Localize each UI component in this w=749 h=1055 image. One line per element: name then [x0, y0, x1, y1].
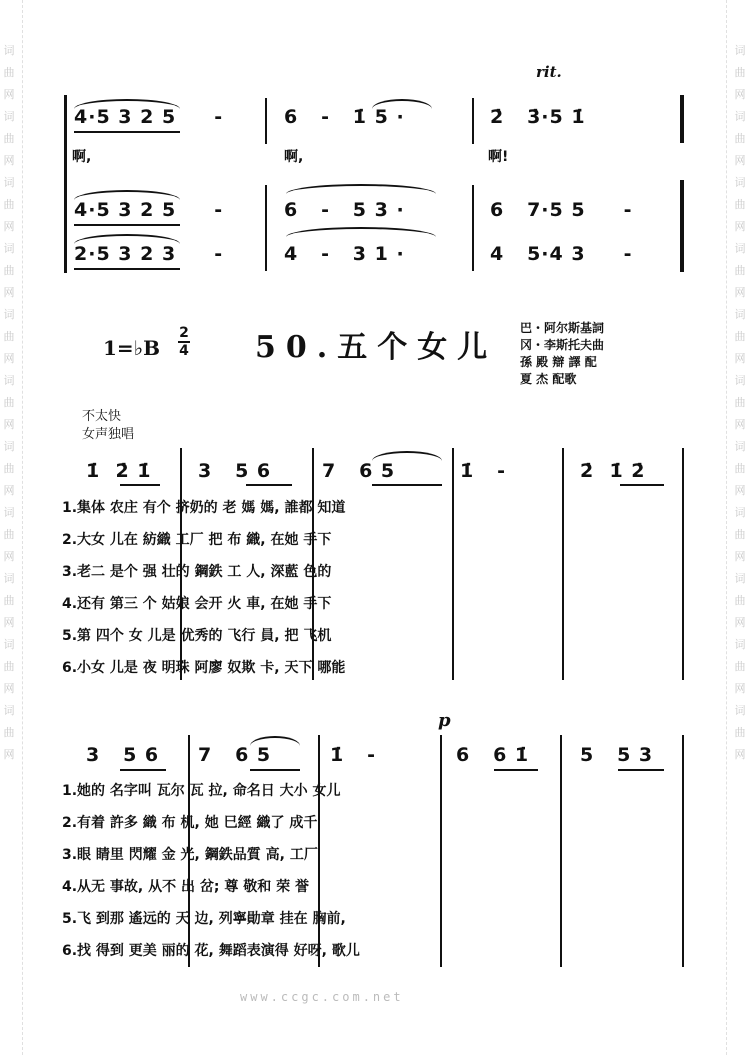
slur: [74, 234, 180, 244]
credit-composer: 冈・李斯托夫曲: [520, 338, 605, 352]
r1-verse-4: 4.还有 第三 个 姑娘 会开 火 車, 在她 手下: [62, 596, 332, 612]
meter-numerator: 2: [179, 325, 189, 341]
underline-beam: [618, 769, 664, 771]
r2-verse-2: 2.有着 許多 織 布 机, 她 巳經 織了 成千: [62, 815, 318, 831]
slur: [372, 99, 432, 109]
r2-measure-2: 7 6 5: [198, 744, 272, 766]
credit-translator: 孫 殿 辯 譯 配: [520, 355, 597, 369]
key-signature: 1=♭B: [103, 336, 161, 360]
underline-beam: [74, 224, 180, 226]
slur: [74, 190, 180, 200]
final-barline: [680, 95, 684, 143]
song-title: 50.五个女儿: [255, 330, 498, 365]
barline: [265, 98, 267, 144]
slur: [372, 451, 442, 461]
r1-measure-1: 1̇ 2̇ 1̇: [86, 460, 152, 482]
v2-measure-3: 6 7·5 5 -: [490, 199, 633, 221]
barline: [318, 735, 320, 967]
barline: [682, 735, 684, 967]
barline: [452, 448, 454, 680]
slur: [286, 227, 436, 237]
v3-measure-1: 2·5 3 2 3 -: [74, 243, 224, 265]
underline-beam: [372, 484, 442, 486]
meter-denominator: 4: [179, 343, 189, 359]
r2-verse-1: 1.她的 名字叫 瓦尔 瓦 拉, 命名日 大小 女儿: [62, 783, 341, 799]
underline-beam: [74, 268, 180, 270]
credit-lyricist: 巴・阿尔斯基詞: [520, 321, 605, 335]
credit-arranger: 夏 杰 配歌: [520, 372, 577, 386]
r2-verse-5: 5.飞 到那 遙远的 天 边, 列寧勛章 挂在 胸前,: [62, 911, 346, 927]
side-watermark-left: 词曲网词曲网词曲网词曲网词曲网词曲网词曲网词曲网词曲网词曲网词曲网: [3, 44, 15, 761]
v3-measure-3: 4 5·4 3 -: [490, 243, 633, 265]
system-brace: [64, 95, 67, 273]
footer-watermark: www.ccgc.com.net: [240, 990, 404, 1004]
barline: [560, 735, 562, 967]
r2-verse-6: 6.找 得到 更美 丽的 花, 舞蹈表演得 好呀, 歌儿: [62, 943, 360, 959]
v1-measure-2: 6 - 1̇ 5 ·: [284, 106, 405, 128]
top-lyric-1: 啊,: [72, 149, 92, 165]
slur: [250, 736, 300, 746]
right-margin-line: [726, 0, 727, 1055]
v1-measure-1: 4·5 3 2 5 -: [74, 106, 224, 128]
top-lyric-2: 啊,: [284, 149, 304, 165]
r1-verse-1: 1.集体 农庄 有个 挤奶的 老 媽 媽, 誰都 知道: [62, 500, 346, 516]
underline-beam: [74, 131, 180, 133]
barline: [472, 185, 474, 271]
slur: [74, 99, 180, 109]
underline-beam: [120, 769, 166, 771]
underline-beam: [250, 769, 300, 771]
barline: [265, 185, 267, 271]
slur: [286, 184, 436, 194]
left-margin-line: [22, 0, 23, 1055]
r1-measure-5: 2̇ 1̇ 2̇: [580, 460, 646, 482]
barline: [472, 98, 474, 144]
r1-measure-2: 3 5 6: [198, 460, 272, 482]
r2-measure-4: 6 6 1̇: [456, 744, 530, 766]
song-credits: [520, 320, 604, 388]
barline: [682, 448, 684, 680]
side-watermark-right: 词曲网词曲网词曲网词曲网词曲网词曲网词曲网词曲网词曲网词曲网词曲网: [734, 44, 746, 761]
voice-part: 女声独唱: [82, 427, 135, 442]
v2-measure-2: 6 - 5 3 ·: [284, 199, 405, 221]
v1-measure-3: 2̇ 3̇·5 1̇: [490, 106, 586, 128]
final-barline: [680, 180, 684, 272]
underline-beam: [120, 484, 160, 486]
tempo-mark: 不太快: [82, 409, 122, 424]
r1-verse-3: 3.老二 是个 强 壮的 鋼鉄 工 人, 深藍 色的: [62, 564, 332, 580]
performance-notes: [82, 408, 134, 444]
r1-measure-3: 7 6 5: [322, 460, 396, 482]
r2-verse-4: 4.从无 事故, 从不 出 岔; 尊 敬和 荣 誉: [62, 879, 309, 895]
r1-measure-4: 1̇ -: [460, 460, 506, 482]
r1-verse-5: 5.第 四个 女 儿是 优秀的 飞行 員, 把 飞机: [62, 628, 332, 644]
ritardando-mark: rit.: [536, 63, 562, 81]
r2-verse-3: 3.眼 睛里 閃耀 金 光, 鋼鉄品質 高, 工厂: [62, 847, 318, 863]
r1-verse-2: 2.大女 儿在 紡織 工厂 把 布 織, 在她 手下: [62, 532, 332, 548]
barline: [562, 448, 564, 680]
r2-measure-5: 5 5 3: [580, 744, 654, 766]
barline: [440, 735, 442, 967]
time-signature: [178, 326, 190, 358]
dynamic-piano: p: [438, 710, 451, 731]
v3-measure-2: 4 - 3 1 ·: [284, 243, 405, 265]
underline-beam: [494, 769, 538, 771]
v2-measure-1: 4·5 3 2 5 -: [74, 199, 224, 221]
underline-beam: [246, 484, 292, 486]
top-lyric-3: 啊!: [488, 149, 509, 165]
r1-verse-6: 6.小女 儿是 夜 明珠 阿廖 奴欺 卡, 天下 哪能: [62, 660, 346, 676]
r2-measure-3: 1̇ -: [330, 744, 376, 766]
underline-beam: [620, 484, 664, 486]
r2-measure-1: 3 5 6: [86, 744, 160, 766]
